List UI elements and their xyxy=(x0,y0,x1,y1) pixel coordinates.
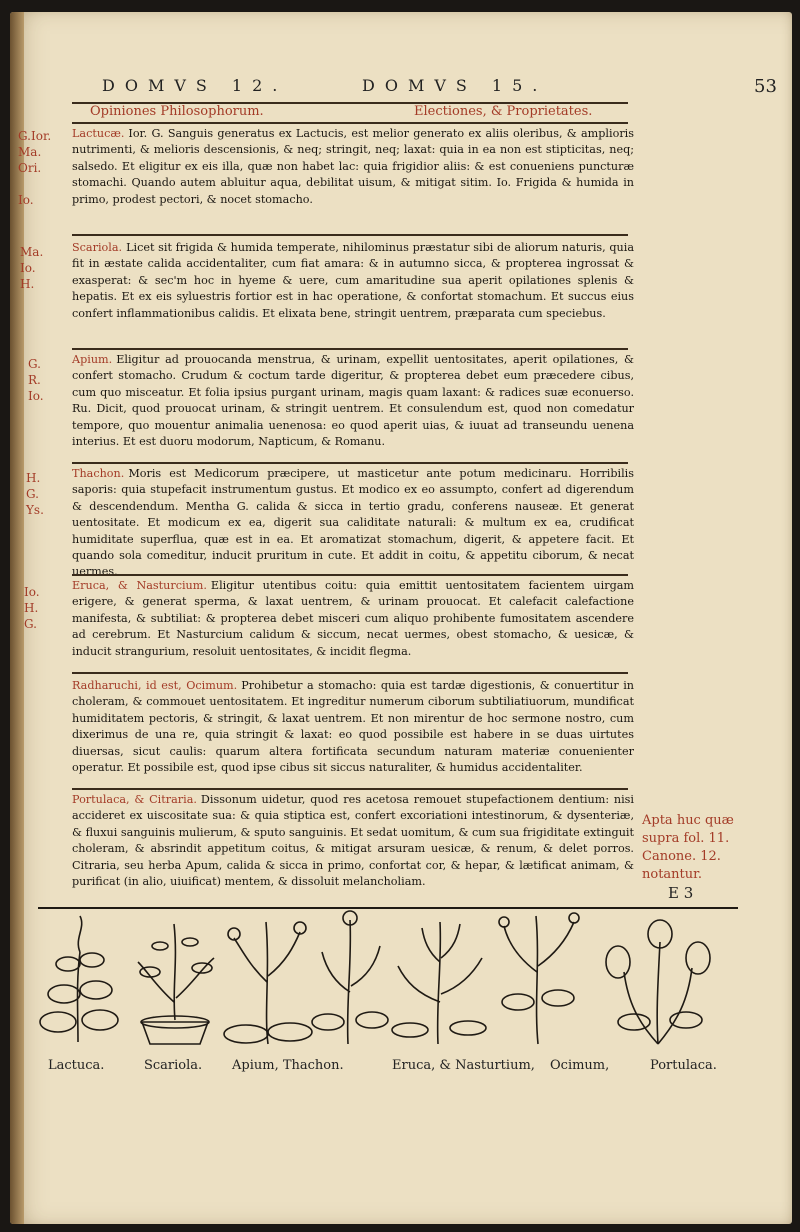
section-thachon xyxy=(72,466,634,581)
ocimum-plant-icon xyxy=(499,913,579,1044)
section-eruca xyxy=(72,578,634,660)
section-text: Dissonum uidetur, quod res acetosa remouet stupefactionem dentium: nisi accideret ex uiscositate sua: & quia stiptica est, confert excoriationi intestinorum, & dysenteriæ, & fluxui sanguinis mulierum, & sputo sanguinis. Et sedat uomitum, & cum sua frigiditate extinguit choleram, & absrindit appetitum coitus, & mitigat arsuram uesicæ, & renum, & delet porros. Citraria, seu herba Apum, calida & sicca in primo, confortat cor, & hepar, & lætificat animam, & purificat (in alio, uiuificat) mentem, & dissoluit melancholiam. xyxy=(72,793,634,889)
column-title-left: Opiniones Philosophorum. xyxy=(90,104,264,119)
section-apium xyxy=(72,352,634,450)
margin-sigla: G. R. Io. xyxy=(28,357,44,403)
running-head-right: DOMVS 15. xyxy=(362,76,548,95)
plant-label-scariola: Scariola. xyxy=(144,1058,203,1073)
section-scariola xyxy=(72,240,634,322)
rule xyxy=(72,788,628,790)
plant-label-lactuca: Lactuca. xyxy=(48,1058,105,1073)
section-text: Eligitur utentibus coitu: quia emittit uentositatem facientem uirgam erigere, & generat sperma, & laxat uentrem, & urinam prouocat. Et calefacit calefactione manifesta, & subtiliat: & propterea debet misceri cum aliquo prohibente fumositatem ascendere ad cerebrum. Et Nasturcium calidum & siccum, necat uermes, obest stomacho, & uesicæ, & inducit strangurium, resoluit uentositates, & incidit flegma. xyxy=(72,579,635,658)
section-title: Thachon. xyxy=(72,467,125,480)
section-portulaca xyxy=(72,792,634,890)
scariola-plant-icon xyxy=(138,924,214,1044)
margin-sigla: Ma. Io. H. xyxy=(20,245,44,291)
rule xyxy=(72,462,628,464)
plant-label-portulaca: Portulaca. xyxy=(650,1058,717,1073)
portulaca-plant-icon xyxy=(606,920,710,1044)
rule xyxy=(72,122,628,124)
section-title: Radharuchi, id est, Ocimum. xyxy=(72,679,238,692)
plant-label-eruca: Eruca, & Nasturtium, xyxy=(392,1058,535,1073)
signature-mark: E 3 xyxy=(668,884,694,902)
rule xyxy=(72,672,628,674)
section-title: Scariola. xyxy=(72,241,123,254)
thachon-plant-icon xyxy=(312,911,388,1044)
margin-sigla: H. G. Ys. xyxy=(26,471,44,517)
rule xyxy=(72,234,628,236)
section-text: Prohibetur a stomacho: quia est tardæ digestionis, & conuertitur in choleram, & commouet uentositatem. Et ingreditur numerum ciborum subtiliatiuorum, mundificat humiditatem pectoris, & stringit, & laxat uentrem. Et non mirentur de hoc sermone nostro, cum dixerimus de una re, quia stringit & laxat: eo quod possibile est habere in se duas uirtutes diuersas, sicut caulis: quarum altera fortificata secundum naturam materiæ conuenienter operatur. Et possibile est, quod ipse cibus sit siccus naturaliter, & humidus accidentaliter. xyxy=(72,679,634,775)
lactuca-plant-icon xyxy=(40,916,118,1042)
section-text: Moris est Medicorum præcipere, ut masticetur ante potum medicinaru. Horribilis saporis: quia stupefacit instrumentum gustus. Et modico ex eo assumpto, confert ad digerendum & descendendum. Mentha G. calida & sicca in tertio gradu, conferens nauseæ. Et generat uentositate. Et modicum ex ea, digerit sua caliditate naturali: & multum ex ea, crudificat humiditate superflua, quæ est in ea. Et aromatizat stomachum, digerit, & appetere facit. Et quando sola comeditur, inducit pruritum in cute. Et addit in coitu, & appetitu ciborum, & necat uermes. xyxy=(72,467,634,579)
right-margin-note: Apta huc quæ supra fol. 11. Canone. 12. notantur. xyxy=(642,813,734,882)
herb-woodcut-illustration xyxy=(38,902,738,1052)
margin-sigla: Io. H. G. xyxy=(24,585,40,631)
rule xyxy=(72,348,628,350)
section-text: Ior. G. Sanguis generatus ex Lactucis, est melior generato ex aliis oleribus, & amplioris nutrimenti, & melioris descensionis, & neq; stringit, neq; laxat: quia in ea non est stipticitas, neq; salsedo. Et eligitur ex eis illa, quæ non habet lac: quia frigidior aliis: & est conueniens puncturæ stomachi. Quando autem abluitur aqua, debilitat uisum, & mitigat sitim. Io. Frigida & humida in primo, prodest pectori, & nocet stomacho. xyxy=(72,127,634,206)
apium-plant-icon xyxy=(224,922,312,1044)
column-title-right: Electiones, & Proprietates. xyxy=(414,104,593,119)
running-head-left: DOMVS 12. xyxy=(102,76,288,95)
plant-label-ocimum: Ocimum, xyxy=(550,1058,610,1073)
section-title: Eruca, & Nasturcium. xyxy=(72,579,207,592)
section-lactuca xyxy=(72,126,634,208)
section-text: Licet sit frigida & humida temperate, nihilominus præstatur sibi de aliorum naturis, quia fit in æstate calida accidentaliter, cum fiat amara: & in autumno sicca, & propterea ingrossat & exasperat: & sec'm hoc in hyeme & uere, cum amaritudine sua aperit opilationes splenis & hepatis. Et ex eis syluestris fortior est in hac operatione, & confortat stomachum. Et succus eius confert inflammationibus calidis. Et elixata bene, stringit uentrem, præparata cum speciebus. xyxy=(72,241,634,320)
section-title: Apium. xyxy=(72,353,113,366)
section-title: Lactucæ. xyxy=(72,127,125,140)
page-number: 53 xyxy=(754,76,777,97)
margin-sigla: G.Ior. Ma. Ori. Io. xyxy=(18,129,52,207)
plant-label-apium-thachon: Apium, Thachon. xyxy=(232,1058,344,1073)
section-title: Portulaca, & Citraria. xyxy=(72,793,197,806)
section-ocimum xyxy=(72,678,634,776)
rule xyxy=(72,574,628,576)
section-text: Eligitur ad prouocanda menstrua, & urinam, expellit uentositates, aperit opilationes, & confert stomacho. Crudum & coctum tarde digeritur, & propterea debet eum præcedere cibus, cum quo misceatur. Et folia ipsius purgant urinam, magis quam laxant: & radices suæ econuerso. Ru. Dicit, quod prouocat urinam, & stringit uentrem. Et consulendum est, quod non comedatur tempore, quo mouentur animalia uenenosa: eo quod aperit uias, & iuuat ad transeundu uenena interius. Et est duoru modorum, Napticum, & Romanu. xyxy=(72,353,634,449)
eruca-plant-icon xyxy=(392,922,486,1044)
book-page xyxy=(10,12,792,1224)
